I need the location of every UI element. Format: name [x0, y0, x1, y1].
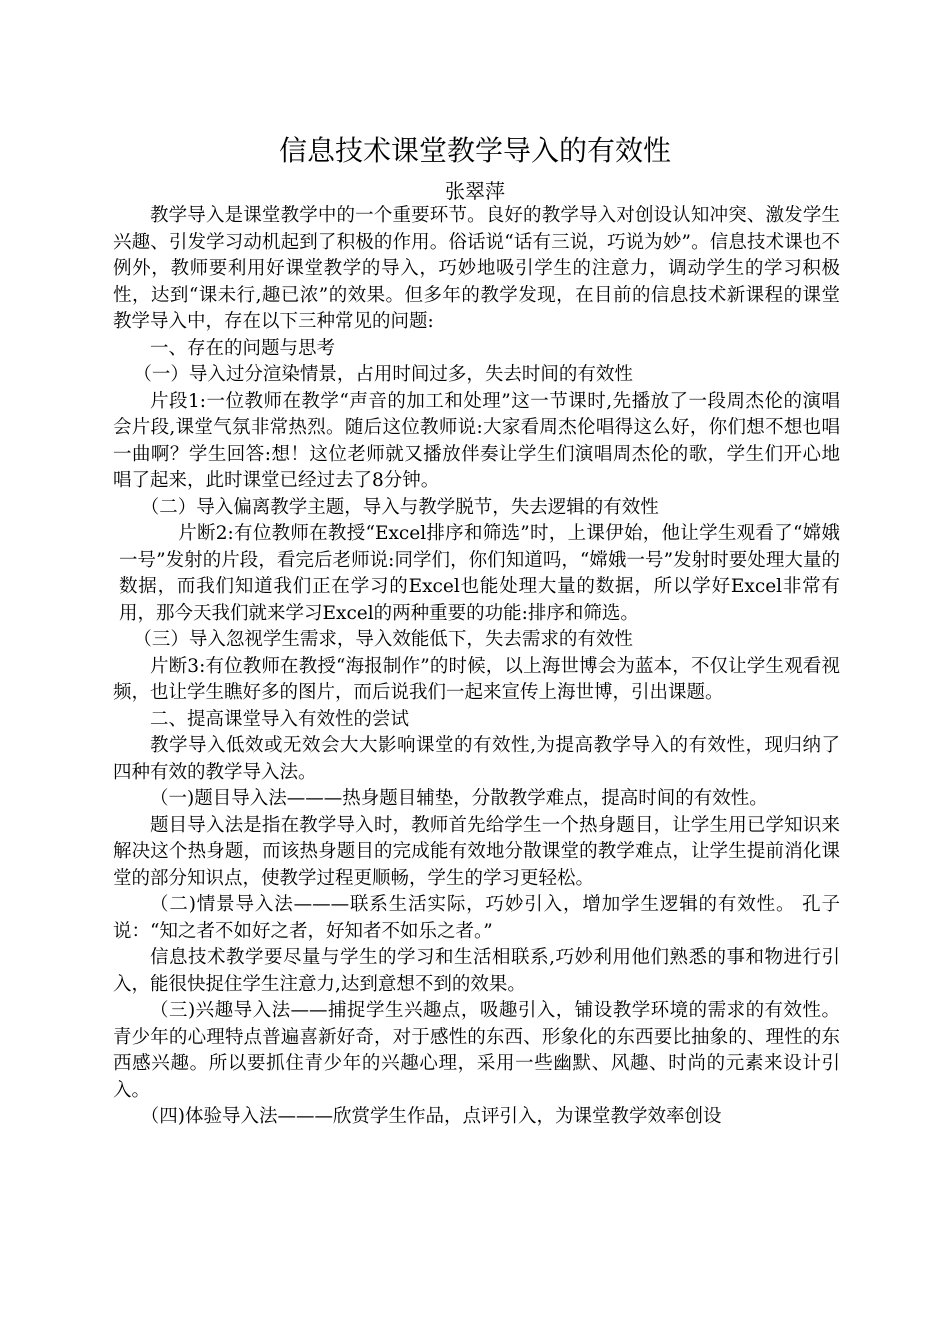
author-name: 张翠萍	[445, 179, 505, 203]
paragraph-intro: 教学导入是课堂教学中的一个重要环节。良好的教学导入对创设认知冲突、激发学生兴趣、引发学习动机起到了积极的作用。俗话说“话有三说，巧说为妙”。信息技术课也不例外，教师要利用好课堂教学的导入，巧妙地吸引学生的注意力，调动学生的学习积极性，达到“课未行,趣已浓”的效果。但多年的教学发现，在目前的信息技术新课程的课堂教学导入中，存在以下三种常见的问题:	[113, 205, 840, 332]
paragraph-excerpt-3: 片断3:有位教师在教授“海报制作”的时候，以上海世博会为蓝本，不仅让学生观看视频，也让学生瞧好多的图片，而后说我们一起来宣传上海世博，引出课题。	[113, 655, 840, 703]
subheading-2-2: （二)情景导入法———联系生活实际，巧妙引入，增加学生逻辑的有效性。 孔子说：“知之者不如好之者，好知者不如乐之者。”	[113, 894, 840, 942]
subheading-1-1: （一）导入过分渲染情景，占用时间过多，失去时间的有效性	[133, 364, 633, 385]
paragraph-section-2-intro: 教学导入低效或无效会大大影响课堂的有效性,为提高教学导入的有效性，现归纳了四种有效的教学导入法。	[113, 735, 840, 783]
section-heading-2: 二、提高课堂导入有效性的尝试	[150, 708, 410, 730]
subheading-2-3: （三)兴趣导入法——捕捉学生兴趣点，吸趣引入，铺设教学环境的需求的有效性。青少年的心理特点普遍喜新好奇，对于感性的东西、形象化的东西要比抽象的、理性的东西感兴趣。所以要抓住青少年的兴趣心理，采用一些幽默、风趣、时尚的元素来设计引入。	[113, 1000, 840, 1101]
subheading-1-3: （三）导入忽视学生需求，导入效能低下，失去需求的有效性	[133, 629, 633, 650]
section-heading-1: 一、存在的问题与思考	[150, 337, 336, 359]
document-title: 信息技术课堂教学导入的有效性	[278, 134, 671, 167]
subheading-2-4: （四)体验导入法———欣赏学生作品，点评引入，为课堂教学效率创设	[140, 1106, 722, 1127]
document-body	[113, 203, 840, 1131]
subheading-2-1: （一)题目导入法———热身题目辅垫，分散教学难点，提高时间的有效性。	[150, 788, 768, 809]
paragraph-method-1: 题目导入法是指在教学导入时，教师首先给学生一个热身题目，让学生用已学知识来解决这个热身题，而该热身题目的完成能有效地分散课堂的教学难点，让学生提前消化课堂的部分知识点，使教学过程更顺畅，学生的学习更轻松。	[113, 814, 840, 889]
paragraph-excerpt-2: 片断2:有位教师在教授“Excel排序和筛选”时，上课伊始，他让学生观看了“嫦娥一号”发射的片段，看完后老师说:同学们，你们知道吗，“嫦娥一号”发射时要处理大量的数据，而我们知道我们正在学习的Excel也能处理大量的数据，所以学好Excel非常有用，那今天我们就来学习Excel的两种重要的功能:排序和筛选。	[119, 523, 840, 624]
paragraph-excerpt-1: 片段1:一位教师在教学“声音的加工和处理”这一节课时,先播放了一段周杰伦的演唱会片段,课堂气氛非常热烈。随后这位教师说:大家看周杰伦唱得这么好，你们想不想也唱一曲啊？学生回答:想！这位老师就又播放伴奏让学生们演唱周杰伦的歌，学生们开心地唱了起来，此时课堂已经过去了8分钟。	[113, 390, 840, 491]
paragraph-method-2: 信息技术教学要尽量与学生的学习和生活相联系,巧妙利用他们熟悉的事和物进行引入，能很快捉住学生注意力,达到意想不到的效果。	[113, 947, 840, 995]
subheading-1-2: （二）导入偏离教学主题，导入与教学脱节，失去逻辑的有效性	[140, 496, 659, 518]
